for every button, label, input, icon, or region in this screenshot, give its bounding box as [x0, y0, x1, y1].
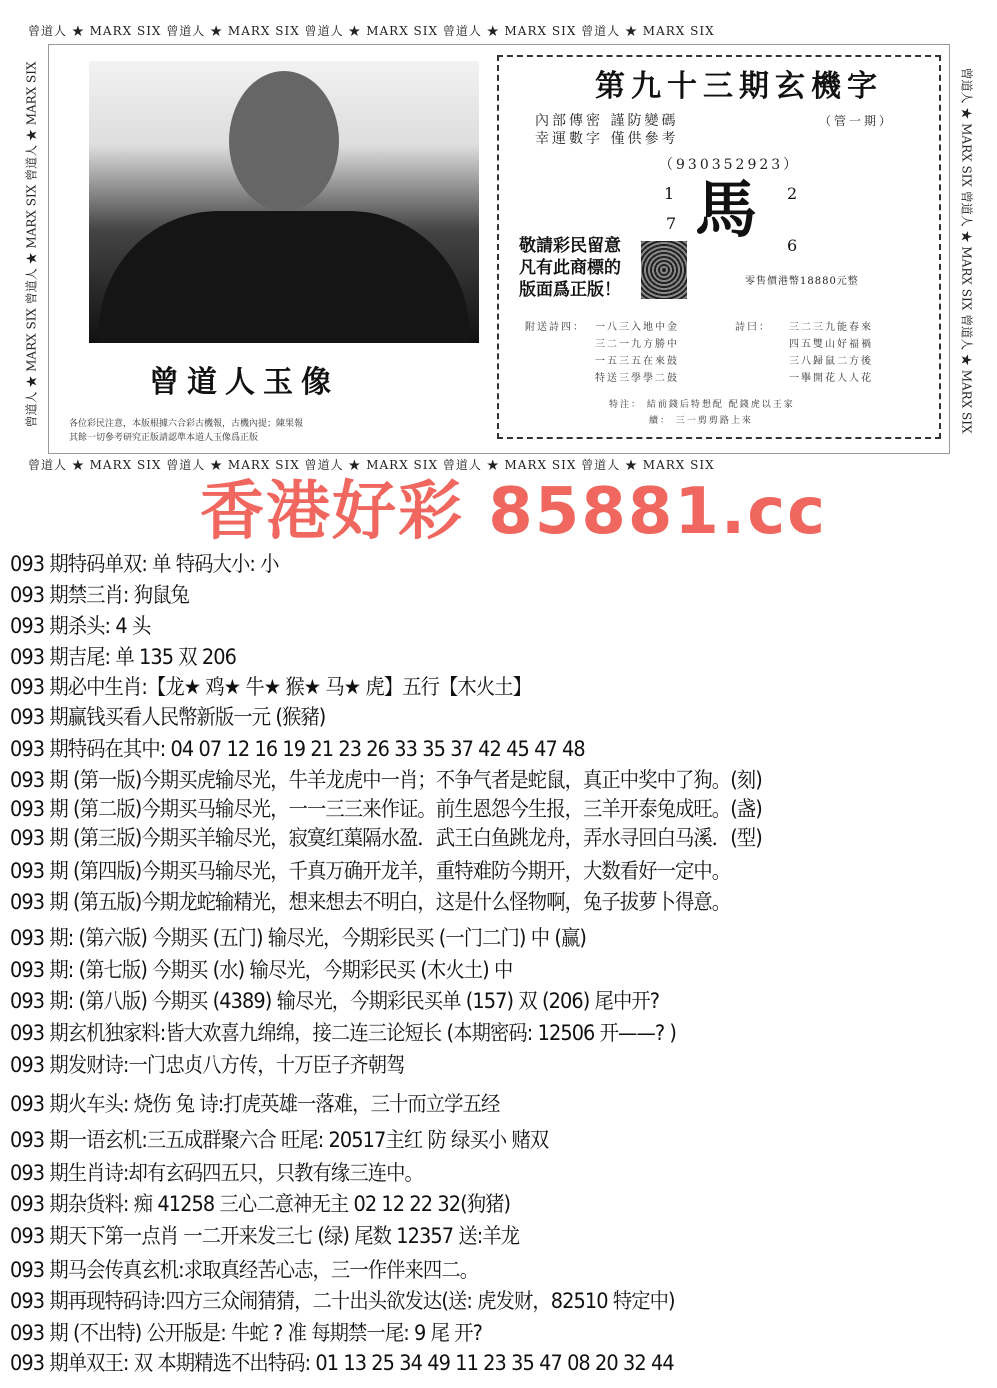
- prediction-line: 093 期火车头: 烧伤 兔 诗:打虎英雄一落难，三十而立学五经: [10, 1092, 500, 1116]
- border-bottom-text: 曾道人 ★ MARX SIX 曾道人 ★ MARX SIX 曾道人 ★ MARX SIX 曾道人 ★ MARX SIX 曾道人 ★ MARX SIX: [28, 458, 715, 472]
- prediction-line: 093 期一语玄机:三五成群聚六合 旺尾: 20517主红 防 绿买小 赌双: [10, 1128, 549, 1152]
- notice-line: 凡有此商標的: [519, 258, 621, 278]
- prediction-line: 093 期玄机独家料:皆大欢喜九绵绵，接二连三论短长 (本期密码: 12506 开——? ): [10, 1021, 677, 1045]
- box-line1: 內部傳密 謹防變碼: [535, 113, 679, 129]
- poem-line: 三二三九能春來: [789, 322, 873, 333]
- box-number: 2: [787, 184, 798, 203]
- header-scan: [18, 20, 978, 475]
- prediction-line: 093 期赢钱买看人民幣新版一元 (猴豬): [10, 705, 326, 729]
- prediction-line: 093 期必中生肖:【龙★ 鸡★ 牛★ 猴★ 马★ 虎】五行【木火土】: [10, 675, 532, 699]
- poem-line: 四五雙山好福禍: [789, 339, 873, 350]
- box-number: 7: [666, 214, 677, 233]
- prediction-line: 093 期杂货料: 痴 41258 三心二意神无主 02 12 22 32(狗猪): [10, 1192, 511, 1216]
- prediction-line: 093 期 (不出特) 公开版是: 牛蛇 ? 准 每期禁一尾: 9 尾 开?: [10, 1321, 482, 1345]
- prediction-line: 093 期 (第三版)今期买羊输尽光，寂寞红蕖隔水盈．武王白鱼跳龙舟，弄水寻回白马溪．(型): [10, 826, 762, 850]
- box-footer1: 特注： 結前錢后特想配 配錢虎以王家: [609, 400, 795, 410]
- poem-line: 一五三五在來鼓: [595, 356, 679, 367]
- prediction-line: 093 期: (第七版) 今期买 (水) 输尽光，今期彩民买 (木火土) 中: [10, 958, 513, 982]
- prediction-line: 093 期 (第四版)今期买马输尽光，千真万确开龙羊，重特难防今期开，大数看好一定中。: [10, 859, 731, 883]
- portrait-caption: 曾道人玉像: [149, 365, 339, 400]
- box-title: 第九十三期玄機字: [595, 69, 883, 104]
- prediction-line: 093 期天下第一点肖 一二开来发三七 (绿) 尾数 12357 送:羊龙: [10, 1224, 520, 1248]
- note-line: 其餘一切參考研究正版請認準本道人玉像爲正版: [69, 433, 259, 443]
- prediction-line: 093 期单双王: 双 本期精选不出特码: 01 13 25 34 49 11 23 35 47 08 20 32 44: [10, 1351, 674, 1375]
- prediction-line: 093 期 (第五版)今期龙蛇输精光，想来想去不明白，这是什么怪物啊，兔子拔萝卜得意。: [10, 890, 731, 914]
- box-number: 6: [787, 236, 798, 255]
- prediction-line: 093 期发财诗:一门忠贞八方传，十万臣子齐朝驾: [10, 1053, 405, 1077]
- note-line: 各位彩民注意，本版根據六合彩古機報，古機內提；陳果報: [69, 419, 304, 429]
- issue-note: （管一期）: [819, 114, 895, 128]
- notice-line: 版面爲正版！: [519, 280, 621, 300]
- poem-line: 三八歸鼠二方後: [789, 356, 873, 367]
- prediction-line: 093 期杀头: 4 头: [10, 614, 151, 638]
- notice-line: 敬請彩民留意: [519, 236, 621, 256]
- notes: [69, 417, 303, 445]
- prediction-line: 093 期 (第一版)今期买虎输尽光，牛羊龙虎中一肖；不争气者是蛇鼠，真正中奖中了狗。(刻): [10, 768, 762, 792]
- poem-line: 三二一九方勝中: [595, 339, 679, 350]
- prediction-line: 093 期 (第二版)今期买马输尽光，一一三三来作证。前生恩怨今生报，三羊开泰兔成旺。(盏): [10, 797, 762, 821]
- prediction-line: 093 期生肖诗:却有玄码四五只，只教有缘三连中。: [10, 1161, 423, 1185]
- poem-line: 一八三入地中金: [595, 322, 679, 333]
- mystery-box: [497, 55, 941, 439]
- prediction-line: 093 期特码单双: 单 特码大小: 小: [10, 552, 279, 576]
- prediction-line: 093 期禁三肖: 狗鼠兔: [10, 583, 189, 607]
- prediction-line: 093 期吉尾: 单 135 双 206: [10, 645, 237, 669]
- watermark: 香港好彩 85881.cc: [200, 475, 828, 549]
- inner-panel: [48, 44, 950, 454]
- prediction-line: 093 期马会传真玄机:求取真经苦心志，三一作伴来四二。: [10, 1258, 479, 1282]
- prediction-line: 093 期: (第八版) 今期买 (4389) 输尽光，今期彩民买单 (157) 双 (206) 尾中开?: [10, 989, 660, 1013]
- poem-line: 一擧開花人人花: [789, 373, 873, 384]
- prediction-line: 093 期特码在其中: 04 07 12 16 19 21 23 26 33 35 37 42 45 47 48: [10, 737, 585, 761]
- trademark-stamp: [641, 241, 687, 299]
- price: 零售價港幣18880元整: [745, 276, 859, 287]
- poem-right: [789, 319, 873, 387]
- prediction-line: 093 期再现特码诗:四方三众闹猜猜，二十出头欲发达(送: 虎发财，82510 特定中): [10, 1289, 675, 1313]
- box-code: （930352923）: [659, 157, 801, 173]
- border-left-text: 曾道人 ★ MARX SIX 曾道人 ★ MARX SIX 曾道人 ★ MARX SIX: [24, 61, 39, 428]
- poem-right-label: 詩曰：: [735, 322, 771, 333]
- poem-line: 特送三學學二鼓: [595, 373, 679, 384]
- horse-char: 馬: [695, 173, 758, 246]
- notice-text: [519, 235, 621, 301]
- box-line2: 幸運數字 僅供參考: [535, 131, 679, 147]
- border-right-text: 曾道人 ★ MARX SIX 曾道人 ★ MARX SIX 曾道人 ★ MARX SIX: [959, 67, 974, 434]
- box-number: 1: [664, 184, 675, 203]
- portrait-photo: [89, 61, 479, 343]
- prediction-line: 093 期: (第六版) 今期买 (五门) 输尽光，今期彩民买 (一门二门) 中 (赢): [10, 926, 587, 950]
- poem-left: [595, 319, 679, 387]
- border-top-text: 曾道人 ★ MARX SIX 曾道人 ★ MARX SIX 曾道人 ★ MARX SIX 曾道人 ★ MARX SIX 曾道人 ★ MARX SIX: [28, 24, 715, 38]
- poem-left-label: 附送詩四：: [525, 322, 585, 333]
- box-footer2: 續： 三一剪剪路上來: [649, 416, 753, 426]
